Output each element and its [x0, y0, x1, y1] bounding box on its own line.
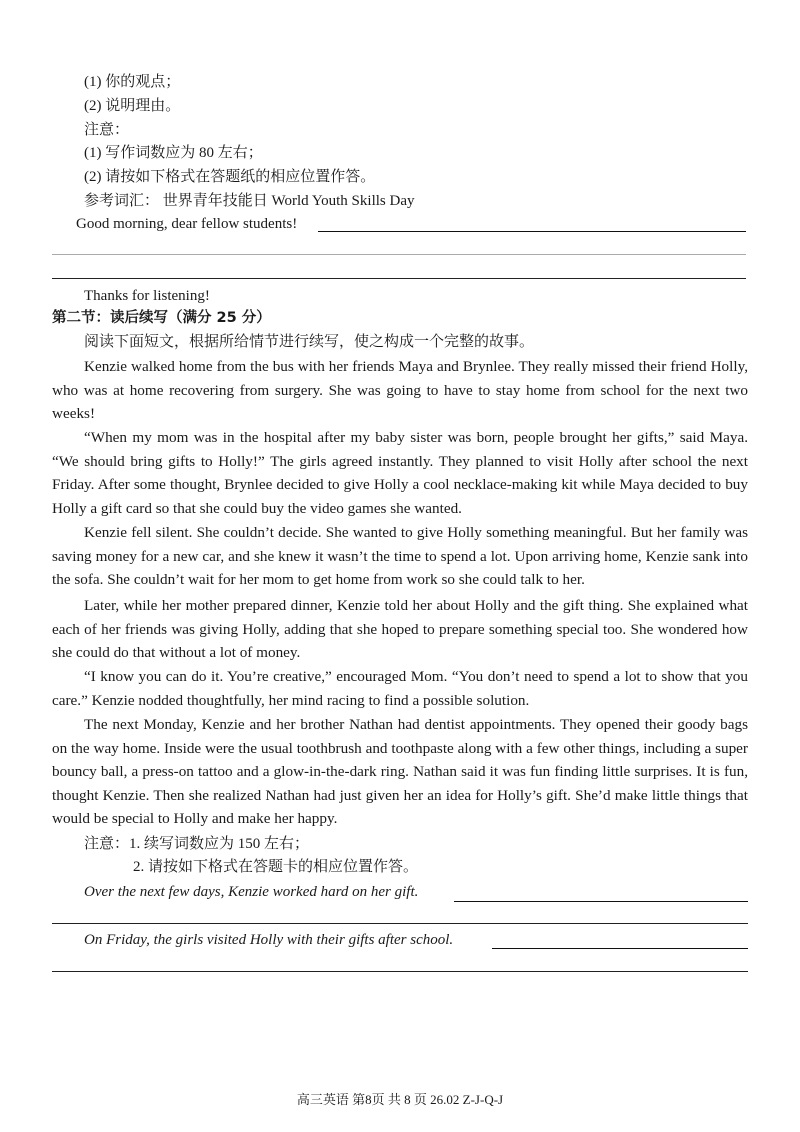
answer-rule — [52, 278, 746, 279]
story-paragraph-5: “I know you can do it. You’re creative,” encouraged Mom. “You don’t need to spend a lot to show that you care.” Kenzie nodded thoughtfully, her mind racing to find a possible solution. — [52, 668, 748, 709]
opening-line: Good morning, dear fellow students! — [76, 216, 298, 232]
note-label: 注意： — [84, 122, 130, 138]
story-paragraph-4: Later, while her mother prepared dinner, Kenzie told her about Holly and the gift thing. She explained what each of her friends was giving Holly, adding that she hoped to prepare something special too. She wondered how she could do that without a lot of money. — [52, 597, 748, 661]
story-paragraph-3: Kenzie fell silent. She couldn’t decide. She wanted to give Holly something meaningful. But her family was saving money for a new car, and she knew it wasn’t the time to spend a lot. Upon arriving home, Kenzie sank into the sofa. She couldn’t wait for her mom to get home from work so she could talk to her. — [52, 524, 748, 588]
note-1: (1) 写作词数应为 80 左右； — [84, 145, 263, 161]
point-1: (1) 你的观点； — [84, 74, 181, 90]
continuation-note-1: 注意：1. 续写词数应为 150 左右； — [84, 836, 310, 852]
story-paragraph-2: “When my mom was in the hospital after my baby sister was born, people brought her gifts,” said Maya. “We should bring gifts to Holly!” The girls agreed instantly. They planned to visit Holly after school the next Friday. After some thought, Brynlee decided to give Holly a cool necklace-making kit while Maya decided to buy Holly a gift card so that she could buy the video games she wanted. — [52, 429, 748, 517]
section-heading: 第二节：读后续写（满分 25 分） — [52, 310, 271, 326]
page-footer: 高三英语 第8页 共 8 页 26.02 Z-J-Q-J — [296, 1092, 504, 1107]
prompt-1: Over the next few days, Kenzie worked hard on her gift. — [84, 884, 419, 900]
answer-rule-opening — [318, 231, 746, 232]
prompt-2: On Friday, the girls visited Holly with their gifts after school. — [84, 932, 454, 948]
answer-rule — [52, 971, 748, 972]
answer-rule-prompt-2 — [492, 948, 748, 949]
point-2: (2) 说明理由。 — [84, 98, 181, 114]
answer-rule — [52, 254, 746, 255]
story-paragraph-6: The next Monday, Kenzie and her brother Nathan had dentist appointments. They opened their goody bags on the way home. Inside were the usual toothbrush and toothpaste along with a few other things, including a super bouncy ball, a press-on tattoo and a glow-in-the-dark ring. Nathan said it was fun finding little surprises. It is fun, thought Kenzie. Then she realized Nathan had just given her an idea for Holly’s gift. She’d make little things that would be special to Holly and make her happy. — [52, 716, 748, 827]
section-instruction: 阅读下面短文，根据所给情节进行续写，使之构成一个完整的故事。 — [84, 334, 535, 350]
answer-rule-prompt-1 — [454, 901, 748, 902]
continuation-note-2: 2. 请按如下格式在答题卡的相应位置作答。 — [133, 859, 419, 875]
story-paragraph-1: Kenzie walked home from the bus with her friends Maya and Brynlee. They really missed their friend Holly, who was at home recovering from surgery. She was going to have to stay home from school for the next two weeks! — [52, 358, 748, 422]
vocab-hint: 参考词汇： 世界青年技能日 World Youth Skills Day — [84, 193, 415, 209]
answer-rule — [52, 923, 748, 924]
note-2: (2) 请按如下格式在答题纸的相应位置作答。 — [84, 169, 376, 185]
closing-line: Thanks for listening! — [84, 288, 210, 304]
